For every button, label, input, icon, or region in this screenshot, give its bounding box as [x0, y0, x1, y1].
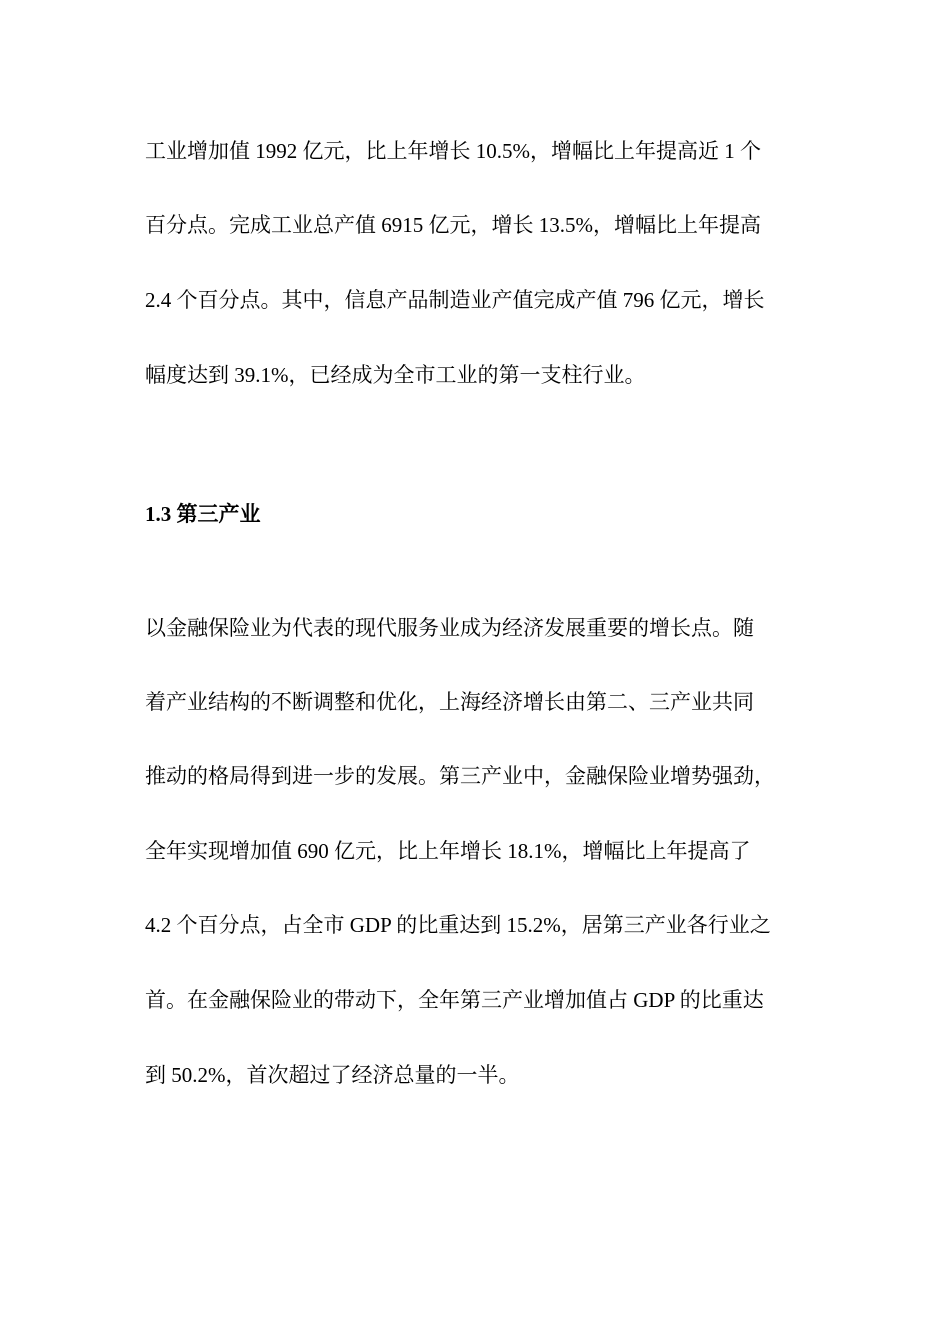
text-line: 首。在金融保险业的带动下，全年第三产业增加值占 GDP 的比重达: [145, 988, 764, 1012]
text-line: 以金融保险业为代表的现代服务业成为经济发展重要的增长点。随: [145, 616, 754, 640]
text-line: 到 50.2%，首次超过了经济总量的一半。: [145, 1063, 520, 1087]
text-line: 幅度达到 39.1%，已经成为全市工业的第一支柱行业。: [145, 363, 646, 387]
section-heading: 1.3 第三产业: [145, 502, 261, 526]
text-line: 工业增加值 1992 亿元，比上年增长 10.5%，增幅比上年提高近 1 个: [145, 139, 761, 163]
text-line: 4.2 个百分点，占全市 GDP 的比重达到 15.2%，居第三产业各行业之: [145, 913, 771, 937]
text-line: 着产业结构的不断调整和优化，上海经济增长由第二、三产业共同: [145, 690, 754, 714]
text-line: 推动的格局得到进一步的发展。第三产业中，金融保险业增势强劲，: [145, 764, 775, 788]
text-line: 2.4 个百分点。其中，信息产品制造业产值完成产值 796 亿元，增长: [145, 288, 765, 312]
text-line: 全年实现增加值 690 亿元，比上年增长 18.1%，增幅比上年提高了: [145, 839, 751, 863]
text-line: 百分点。完成工业总产值 6915 亿元，增长 13.5%，增幅比上年提高: [145, 213, 761, 237]
